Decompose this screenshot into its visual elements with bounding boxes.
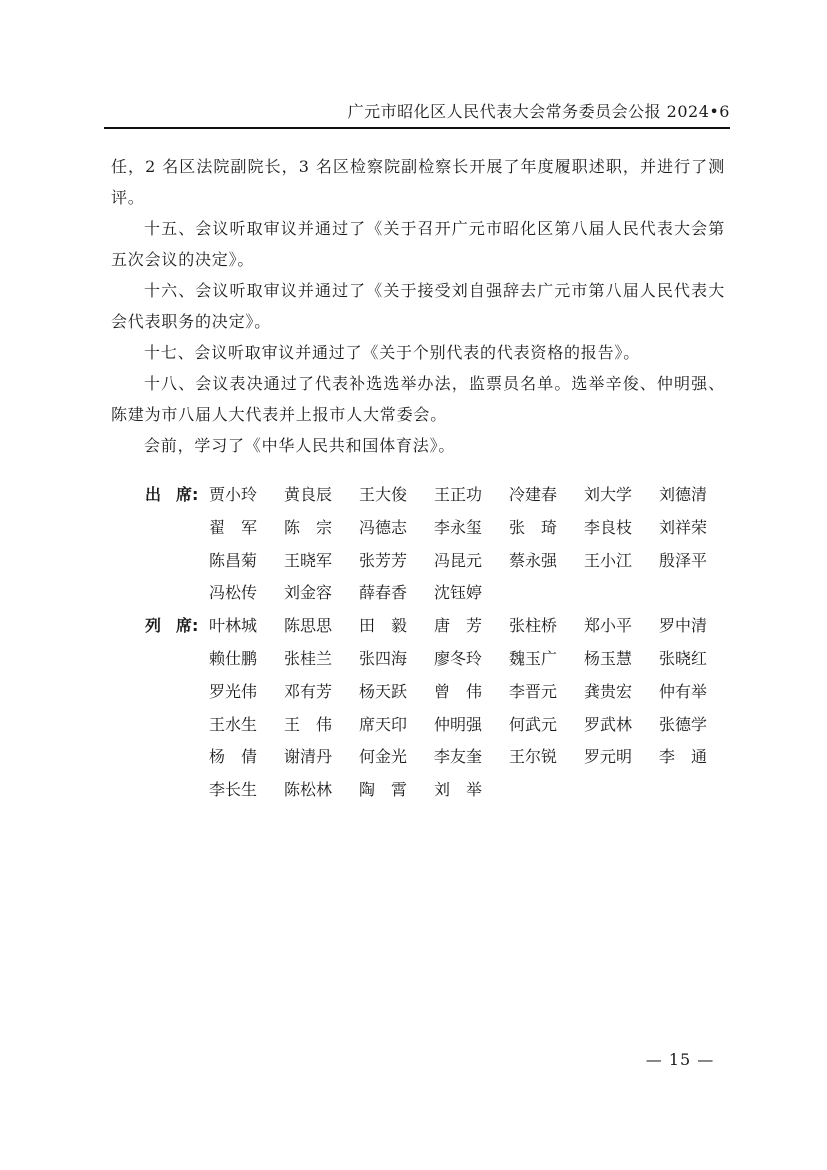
attendee-name: 陈昌菊 [209, 550, 258, 570]
attendee-name: 王尔锐 [509, 747, 558, 767]
attendee-name: 黄良辰 [284, 485, 333, 504]
attendee-name: 仲有举 [659, 681, 708, 701]
attendee-name: 魏玉广 [509, 648, 558, 668]
attendee-name: 张柱桥 [509, 616, 558, 636]
header-divider [104, 127, 730, 129]
attendee-name: 张晓红 [659, 648, 708, 668]
attendee-name: 何武元 [509, 714, 558, 734]
page-number: — 15 — [645, 1050, 715, 1069]
attendee-name: 叶林城 [209, 616, 258, 636]
attendee-name: 刘祥荣 [659, 517, 708, 537]
paragraph-item-15: 十五、会议听取审议并通过了《关于召开广元市昭化区第八届人民代表大会第五次会议的决定》。 [111, 219, 725, 269]
attendee-name: 殷泽平 [659, 550, 708, 570]
attendee-name: 廖冬玲 [434, 648, 483, 668]
attendance-present-group [145, 479, 745, 610]
attendee-name: 邓有芳 [284, 681, 333, 701]
attendee-name: 罗武林 [584, 714, 633, 734]
attendee-name: 王小江 [584, 550, 633, 570]
attendee-name: 杨玉慧 [584, 648, 633, 668]
attendee-name: 刘金容 [284, 583, 333, 603]
paragraph-item-18: 十八、会议表决通过了代表补选选举办法，监票员名单。选举辛俊、仲明强、陈建为市八届人大代表并上报市人大常委会。 [111, 374, 725, 424]
attendee-name: 王水生 [209, 714, 258, 734]
attendee-name: 王晓军 [284, 550, 333, 570]
attendee-name: 冯昆元 [434, 550, 483, 570]
label-char: 席 [176, 485, 193, 504]
attendance-list [145, 479, 745, 807]
attendee-name: 何金光 [359, 747, 408, 767]
attendee-name: 贾小玲 [209, 485, 258, 504]
attendee-name: 李晋元 [509, 681, 558, 701]
attendee-name: 曾 伟 [434, 681, 483, 701]
meeting-minutes-body [111, 151, 725, 461]
attendee-name: 罗中清 [659, 616, 708, 636]
attendee-name: 郑小平 [584, 616, 633, 636]
attendee-name: 罗元明 [584, 747, 633, 767]
label-char: 列 [145, 616, 162, 636]
attendee-name: 陶 霄 [359, 780, 408, 800]
attendee-name: 张芳芳 [359, 550, 408, 570]
attendee-name: 蔡永强 [509, 550, 558, 570]
attendee-name: 张德学 [659, 714, 708, 734]
attendee-name: 刘德清 [659, 485, 708, 504]
attendee-name: 李 通 [659, 747, 708, 767]
attendance-nonvoting-names [209, 610, 745, 807]
attendee-name: 王大俊 [359, 485, 408, 504]
attendee-name: 赖仕鹏 [209, 648, 258, 668]
label-colon: : [192, 616, 199, 636]
attendee-name: 李永玺 [434, 517, 483, 537]
attendee-name: 张桂兰 [284, 648, 333, 668]
attendee-name: 李良枝 [584, 517, 633, 537]
attendee-name: 李友奎 [434, 747, 483, 767]
attendee-name: 王 伟 [284, 714, 333, 734]
attendee-name: 薛春香 [359, 583, 408, 603]
attendee-name: 席天印 [359, 714, 408, 734]
paragraph-item-17: 十七、会议听取审议并通过了《关于个别代表的代表资格的报告》。 [144, 343, 641, 362]
attendee-name: 王正功 [434, 485, 483, 504]
attendee-name: 张 琦 [509, 517, 558, 537]
paragraph-study-note: 会前，学习了《中华人民共和国体育法》。 [144, 436, 456, 455]
attendee-name: 冯松传 [209, 583, 258, 603]
attendee-name: 谢清丹 [284, 747, 333, 767]
paragraph-continuation: 任，2 名区法院副院长，3 名区检察院副检察长开展了年度履职述职，并进行了测评。 [111, 157, 725, 207]
attendee-name: 龚贵宏 [584, 681, 633, 701]
attendee-name: 陈思思 [284, 616, 333, 636]
attendee-name: 刘 举 [434, 780, 483, 800]
attendance-present-names [209, 479, 745, 610]
attendee-name: 杨天跃 [359, 681, 408, 701]
attendee-name: 张四海 [359, 648, 408, 668]
attendee-name: 冷建春 [509, 485, 558, 504]
label-char: 席 [176, 616, 193, 636]
attendee-name: 唐 芳 [434, 616, 483, 636]
attendee-name: 陈 宗 [284, 517, 333, 537]
attendee-name: 李长生 [209, 780, 258, 800]
attendee-name: 仲明强 [434, 714, 483, 734]
attendee-name: 刘大学 [584, 485, 633, 504]
bulletin-header-title: 广元市昭化区人民代表大会常务委员会公报 2024•6 [347, 102, 730, 121]
attendee-name: 罗光伟 [209, 681, 258, 701]
attendee-name: 杨 倩 [209, 747, 258, 767]
attendee-name: 翟 军 [209, 517, 258, 537]
attendee-name: 沈钰婷 [434, 583, 483, 603]
label-char: 出 [145, 485, 162, 504]
paragraph-item-16: 十六、会议听取审议并通过了《关于接受刘自强辞去广元市第八届人民代表大会代表职务的决定》。 [111, 281, 725, 331]
attendee-name: 冯德志 [359, 517, 408, 537]
attendee-name: 田 毅 [359, 616, 408, 636]
attendance-nonvoting-group [145, 610, 745, 807]
label-colon: : [192, 485, 199, 504]
attendee-name: 陈松林 [284, 780, 333, 800]
